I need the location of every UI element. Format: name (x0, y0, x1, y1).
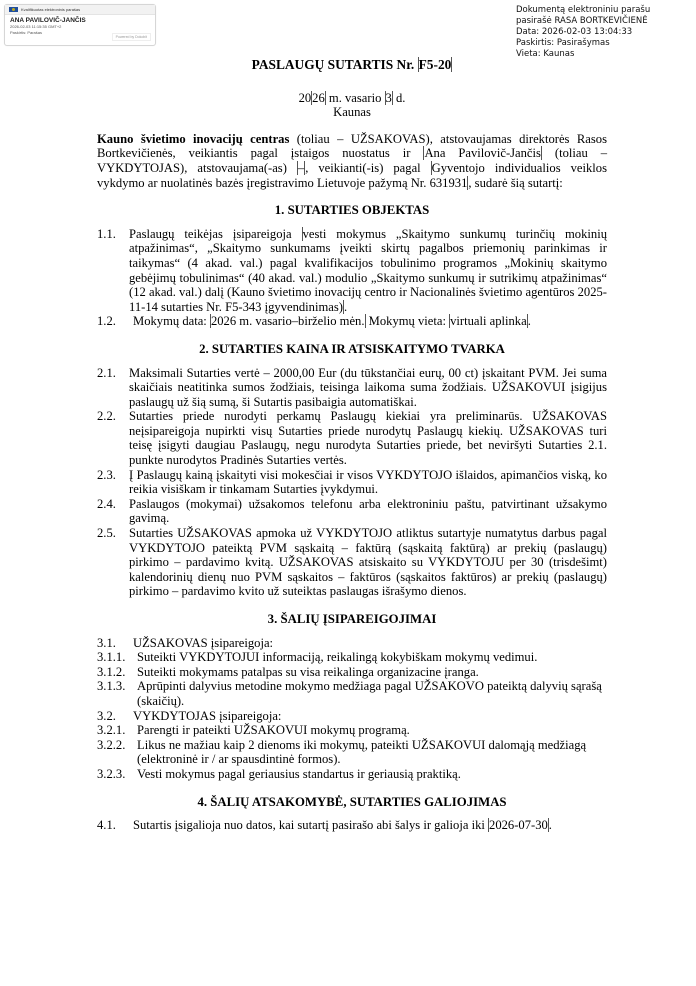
clause-number: 3.2.1. (97, 723, 126, 738)
clause-text: Suteikti mokymams patalpas su visa reikalinga organizacine įranga. (137, 664, 479, 679)
clause-number: 1.1. (97, 226, 116, 241)
clause-text: Aprūpinti dalyvius metodine mokymo medžiaga pagal UŽSAKOVO pateiktą dalyvių sąrašą (skaičių). (137, 679, 602, 708)
title-prefix: PASLAUGŲ SUTARTIS Nr. (251, 57, 418, 72)
clause-text-post: . (548, 818, 552, 833)
clause-number: 2.2. (97, 409, 116, 424)
clause-number: 2.5. (97, 526, 116, 541)
eu-flag-icon (9, 7, 18, 12)
clause-1-1 (97, 227, 607, 315)
stamp-date: Data: 2026-02-03 13:04:33 (516, 27, 633, 37)
clause-text-post: . (343, 299, 348, 314)
training-subject-field[interactable]: vesti mokymus „Skaitymo sunkumų turinčių mokinių atpažinimas“, „Skaitymo sunkumams įveikti skirtų pagalbos priemonių parinkimas ir taikymas“ (4 akad. val.) pagal kvalifikacijos tobulinimo programos „Mokinių skaitymo gebėjimų tobulinimas“ (40 akad. val.) modulio „Skaitymo sunkumų ir sutrikimų atpažinimas“ (12 akad. val.) dalį (Kauno švietimo inovacijų centro ir Nacionalinės švietimo agentūros 2025-11-14 sutarties Nr. F5-343 įgyvendinimas) (129, 226, 607, 314)
clause-text (129, 227, 607, 315)
clause-text: Parengti ir pateikti UŽSAKOVUI mokymų programą. (137, 723, 410, 738)
year-field[interactable]: 26 (312, 90, 325, 105)
signature-badge-title: Kvalifikuotas elektroninis parašas (21, 7, 81, 12)
clause-text: Sutarties priede nurodyti perkamų Paslaugų kiekiai yra preliminarūs. UŽSAKOVAS neįsipareigoja nupirkti visų Sutarties priede nurodytų Paslaugų kiekių. UŽSAKOVAS turi teisę įsigyti daugiau Paslaugų, negu nurodyta Sutarties priede, bet neviršyti Sutarties 2.1. punkte nurodytos Pradinės Sutarties vertės. (129, 409, 607, 468)
contract-document (97, 58, 607, 833)
signature-purpose: Paskirtis: Parašas (10, 30, 43, 35)
section-3-heading: 3. ŠALIŲ ĮSIPAREIGOJIMAI (267, 612, 437, 626)
clause-number: 3.1.2. (97, 664, 126, 679)
clause-2-1 (97, 366, 607, 410)
clause-number: 3.1.3. (97, 679, 126, 694)
validity-date-field[interactable]: 2026-07-30 (489, 818, 548, 833)
clause-number: 2.1. (97, 365, 116, 380)
clause-number: 3.2.3. (97, 766, 126, 781)
section-4-heading: 4. ŠALIŲ ATSAKOMYBĖ, SUTARTIES GALIOJIMAS (197, 794, 507, 809)
clause-text-pre: Mokymų data: (133, 314, 210, 329)
clause-text: Suteikti VYKDYTOJUI informaciją, reikalingą kokybiškam mokymų vedimui. (137, 650, 538, 665)
clause-text-pre: Paslaugų teikėjas įsipareigoja (129, 226, 302, 241)
day-field[interactable]: 3 (385, 90, 392, 105)
clause-2-3 (97, 468, 607, 497)
section-1-heading: 1. SUTARTIES OBJEKTAS (274, 203, 430, 218)
intro-text: (toliau – VYKDYTOJAS), atstovaujama(-as) (97, 146, 608, 175)
year-prefix: 20 (298, 90, 312, 105)
document-title (97, 58, 607, 73)
intro-paragraph (97, 132, 607, 190)
clause-text-pre: Sutartis įsigalioja nuo datos, kai sutartį pasirašo abi šalys ir galioja iki (133, 818, 489, 833)
clause-number: 1.2. (97, 314, 116, 329)
signature-stamp (516, 5, 650, 60)
clause-text: Likus ne mažiau kaip 2 dienoms iki mokymų, pateikti UŽSAKOVUI dalomąją medžiagą (elektroninė ir / ar spausdintinė formos). (137, 737, 587, 767)
clause-number: 3.2. (97, 708, 116, 723)
clause-text-mid: Mokymų vieta: (365, 314, 450, 329)
clause-number: 3.1. (97, 635, 116, 650)
clause-number: 2.4. (97, 496, 116, 511)
party2-name-field[interactable]: Ana Pavilovič-Jančis (424, 146, 541, 161)
intro-text: , sudarė šią sutartį: (468, 175, 563, 190)
intro-text: , veikianti(-is) pagal (305, 160, 431, 175)
stamp-line: Dokumentą elektroniniu parašu (516, 5, 651, 15)
party1-name: Kauno švietimo inovacijų centras (97, 131, 290, 146)
clause-2-5 (97, 526, 607, 599)
clause-text (133, 314, 607, 329)
signature-badge-header (5, 5, 155, 15)
clause-text: Paslaugos (mokymai) užsakomos telefonu arba elektroniniu paštu, patvirtinant užsakymo gavimą. (129, 496, 607, 526)
clause-text: UŽSAKOVAS įsipareigoja: (133, 635, 274, 650)
clause-text: Vesti mokymus pagal geriausius standartus ir geriausią praktiką. (137, 766, 461, 781)
powered-by-label: Powered by Dokobit (112, 33, 151, 41)
signature-badge[interactable] (4, 4, 156, 46)
clause-number: 4.1. (97, 818, 116, 833)
contract-number-field[interactable]: F5-20 (418, 57, 452, 72)
clause-3-1-1 (97, 650, 607, 665)
clause-text: VYKDYTOJAS įsipareigoja: (133, 708, 282, 723)
clause-3-2-2 (97, 738, 607, 767)
clause-3-1-2 (97, 665, 607, 680)
clause-text: Į Paslaugų kainą įskaityti visi mokesčiai ir visos VYKDYTOJO išlaidos, apimančios viską, ko reikia visiškam ir tinkamam Sutarties įvykdymui. (129, 467, 607, 497)
signer-name: ANA PAVILOVIČ-JANČIS (10, 17, 86, 24)
representative-field[interactable]: – (297, 160, 305, 175)
section-2-heading: 2. SUTARTIES KAINA IR ATSISKAITYMO TVARKA (199, 341, 505, 356)
day-suffix: d. (392, 90, 406, 105)
contract-date (97, 91, 607, 106)
stamp-purpose: Paskirtis: Pasirašymas (516, 38, 610, 48)
training-date-field[interactable]: 2026 m. vasario–birželio mėn. (210, 314, 365, 329)
clause-3-1 (97, 636, 607, 651)
clause-2-2 (97, 409, 607, 467)
clause-number: 2.3. (97, 467, 116, 482)
signature-timestamp: 2026-02-03 11:15:35 GMT+2 (10, 24, 62, 29)
clause-3-1-3 (97, 679, 607, 708)
clause-number: 3.2.2. (97, 737, 126, 752)
month-text: m. vasario (325, 90, 385, 105)
contract-city: Kaunas (333, 105, 371, 120)
training-location-field[interactable]: virtuali aplinka (450, 314, 527, 329)
clause-text-post: . (527, 314, 531, 329)
clause-3-2-1 (97, 723, 607, 738)
clause-1-2 (97, 314, 607, 329)
clause-2-4 (97, 497, 607, 526)
intro-text: (toliau – UŽSAKOVAS), atstovaujamas direktorės Rasos Bortkevičienės, veikiantis pagal įstaigos nuostatus ir (97, 131, 607, 161)
clause-text (133, 818, 607, 833)
clause-text: Maksimali Sutarties vertė – 2000,00 Eur (du tūkstančiai eurų, 00 ct) įskaitant PVM. Jei suma skaičiais neatitinka sumos žodžiais, teisinga laikoma suma žodžiais. UŽSAKOVUI įsigijus paslaugų už šią sumą, ši Sutartis pasibaigia automatiškai. (129, 365, 607, 409)
clause-4-1 (97, 818, 607, 833)
clause-3-2 (97, 709, 607, 724)
clause-text: Sutarties UŽSAKOVAS apmoka už VYKDYTOJO atliktus sutartyje numatytus darbus pagal VYKDYTOJO pateiktą PVM sąskaitą – faktūrą (sąskaitą faktūrą) ar prekių (paslaugų) pirkimo – pardavimo kvitą. UŽSAKOVAS atsiskaito su VYKDYTOJU per 30 (trisdešimt) kalendorinių dienų nuo PVM sąskaitos – faktūros (sąskaitos faktūros) ar prekių (paslaugų) pirkimo – pardavimo kvito už suteiktas paslaugas išrašymo dienos. (129, 526, 607, 599)
clause-3-2-3 (97, 767, 607, 782)
clause-number: 3.1.1. (97, 650, 126, 665)
basis-field[interactable]: Gyventojo individualios veiklos vykdymo ar nuolatinės bazės įregistravimo Lietuvoje pažymą Nr. 631931 (97, 160, 607, 190)
stamp-location: Vieta: Kaunas (516, 49, 575, 59)
stamp-signer: pasirašė RASA BORTKEVIČIENĖ (516, 16, 648, 26)
